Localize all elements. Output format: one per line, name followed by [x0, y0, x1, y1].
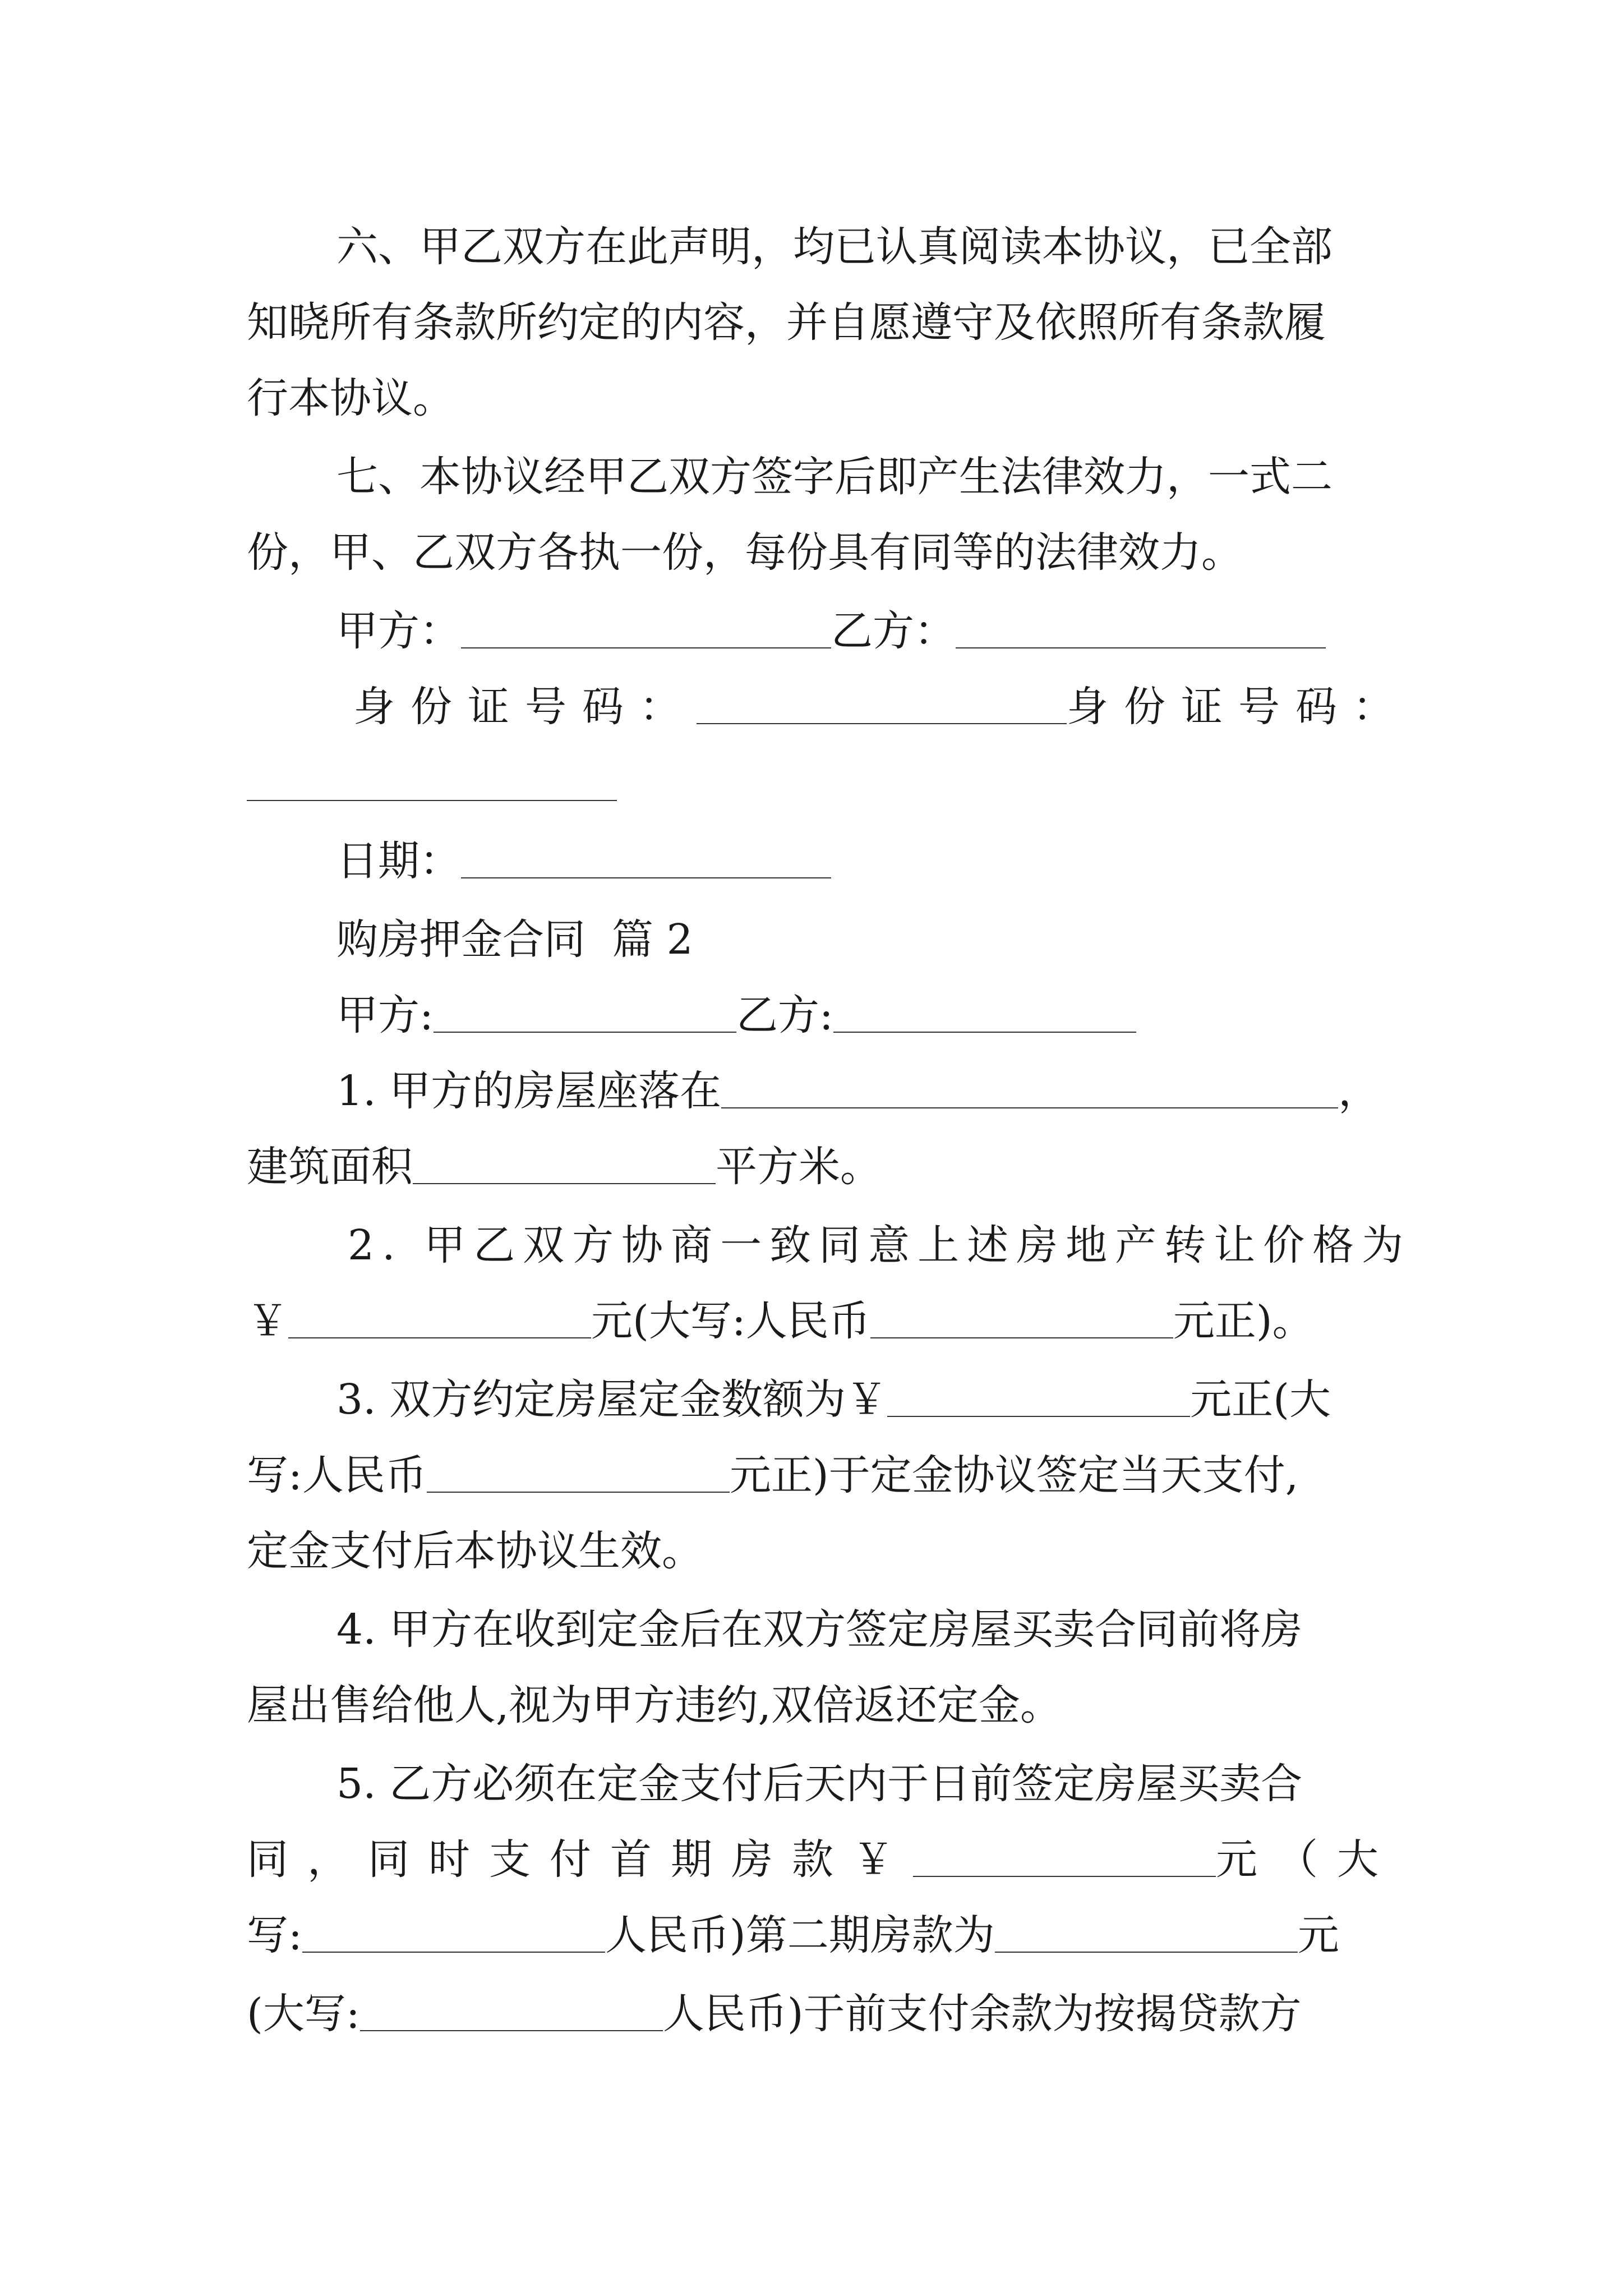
clause-3-line-3: 定金支付后本协议生效。 [247, 1527, 703, 1575]
clause-5-line-3: 写: 人民币)第二期房款为 元 [247, 1904, 1339, 1966]
party-a-label: 甲方： [336, 607, 461, 655]
clause-3-line-1: 3. 双方约定房屋定金数额为￥ 元正(大 [336, 1369, 1331, 1430]
clause-2-line-2: ￥ 元(大写:人民币 元正)。 [247, 1290, 1314, 1352]
deposit-words-blank[interactable] [427, 1444, 730, 1493]
clause-5-line-4: (大写: 人民币)于前支付余款为按揭贷款方 [247, 1983, 1302, 2045]
party-b-label: 乙方： [831, 607, 956, 655]
id-number-line [353, 676, 1410, 738]
party-b-label-2: 乙方: [736, 991, 833, 1039]
contract-2-title: 购房押金合同 篇 2 [336, 915, 693, 964]
party-a-label-2: 甲方: [336, 991, 434, 1039]
date-line [336, 830, 831, 892]
clause-2-line-1: 2. 甲乙双方协商一致同意上述房地产转让价格为 [348, 1221, 1412, 1269]
clause-6-line-2: 知晓所有条款所约定的内容，并自愿遵守及依照所有条款履 [247, 298, 1326, 347]
price-words-blank[interactable] [870, 1290, 1173, 1338]
area-blank[interactable] [413, 1136, 716, 1184]
clause-4-line-1: 4. 甲方在收到定金后在双方签定房屋买卖合同前将房 [336, 1605, 1303, 1654]
clause-3-line-2: 写:人民币 元正)于定金协议签定当天支付, [247, 1444, 1298, 1506]
location-blank[interactable] [721, 1060, 1338, 1108]
party-a-blank-2[interactable] [434, 984, 736, 1033]
clause-4-line-2: 屋出售给他人,视为甲方违约,双倍返还定金。 [247, 1681, 1062, 1729]
second-payment-blank[interactable] [995, 1904, 1298, 1953]
clause-5-line-2: 同，同时支付首期房款￥ 元（大 [247, 1829, 1398, 1890]
first-payment-words-blank[interactable] [302, 1904, 605, 1953]
clause-6-line-3: 行本协议。 [247, 374, 454, 422]
price-blank[interactable] [288, 1290, 591, 1338]
signature-line [336, 600, 1326, 662]
date-label: 日期： [336, 837, 461, 885]
party-b-blank-2[interactable] [833, 984, 1136, 1033]
date-blank[interactable] [461, 830, 831, 878]
parties-line [336, 984, 1136, 1046]
clause-7-line-2: 份，甲、乙双方各执一份，每份具有同等的法律效力。 [247, 528, 1243, 577]
clause-1-line-2: 建筑面积 平方米。 [247, 1136, 882, 1198]
party-a-blank[interactable] [461, 600, 831, 648]
clause-7-line-1: 七、本协议经甲乙双方签字后即产生法律效力，一式二 [336, 453, 1332, 501]
id-a-label: 身份证号码： [353, 683, 697, 731]
clause-5-line-1: 5. 乙方必须在定金支付后天内于日前签定房屋买卖合 [336, 1760, 1303, 1808]
id-a-blank[interactable] [697, 676, 1067, 724]
party-b-blank[interactable] [956, 600, 1326, 648]
deposit-blank[interactable] [887, 1369, 1190, 1417]
first-payment-blank[interactable] [913, 1829, 1216, 1877]
id-b-label: 身份证号码： [1067, 683, 1410, 731]
second-payment-words-blank[interactable] [360, 1983, 663, 2031]
clause-6-line-1: 六、甲乙双方在此声明，均已认真阅读本协议，已全部 [336, 223, 1332, 271]
clause-1-line-1: 1. 甲方的房屋座落在 ， [336, 1060, 1380, 1122]
id-b-blank[interactable] [247, 800, 617, 801]
